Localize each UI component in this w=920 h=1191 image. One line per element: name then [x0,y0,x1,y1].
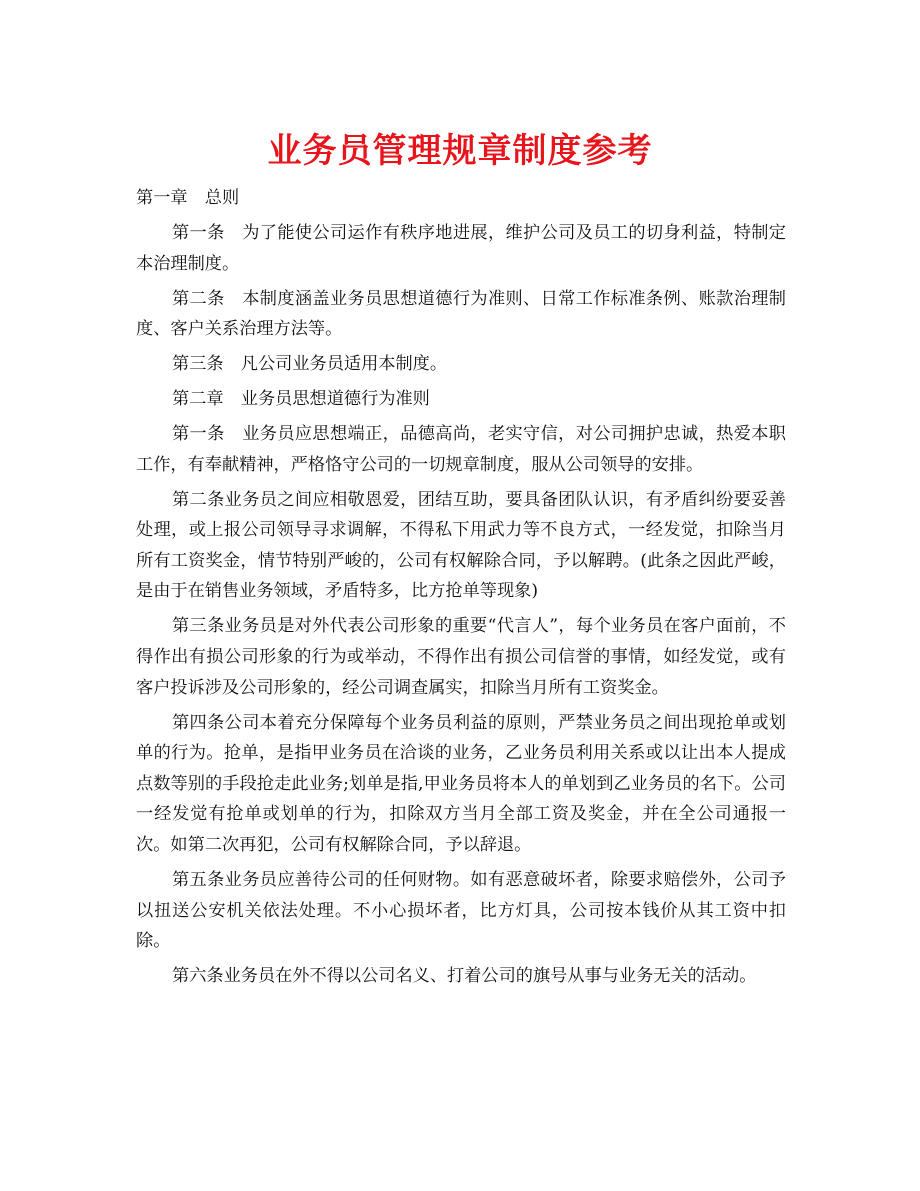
document-title: 业务员管理规章制度参考 [267,131,653,171]
article-paragraph: 第五条业务员应善待公司的任何财物。如有恶意破坏者，除要求赔偿外，公司予以扭送公安机关依法处理。不小心损坏者，比方灯具，公司按本钱价从其工资中扣除。 [136,869,786,952]
article-paragraph: 第三条 凡公司业务员适用本制度。 [172,354,448,375]
chapter-heading: 第二章 业务员思想道德行为准则 [172,389,430,410]
article-paragraph: 第二条 本制度涵盖业务员思想道德行为准则、日常工作标准条例、账款治理制度、客户关系治理方法等。 [136,288,786,340]
article-paragraph: 第三条业务员是对外代表公司形象的重要“代言人”，每个业务员在客户面前，不得作出有损公司形象的行为或举动，不得作出有损公司信誉的事情，如经发觉，或有客户投诉涉及公司形象的，经公司调查属实，扣除当月所有工资奖金。 [136,616,786,698]
article-paragraph: 第六条业务员在外不得以公司名义、打着公司的旗号从事与业务无关的活动。 [172,966,757,987]
article-paragraph: 第二条业务员之间应相敬恩爱，团结互助，要具备团队认识，有矛盾纠纷要妥善处理，或上报公司领导寻求调解，不得私下用武力等不良方式，一经发觉，扣除当月所有工资奖金，情节特别严峻的，公司有权解除合同，予以解聘。(此条之因此严峻，是由于在销售业务领域，矛盾特多，比方抢单等现象) [136,489,786,602]
article-paragraph: 第一条 为了能使公司运作有秩序地进展，维护公司及员工的切身利益，特制定本治理制度。 [136,222,786,274]
article-paragraph: 第四条公司本着充分保障每个业务员利益的原则，严禁业务员之间出现抢单或划单的行为。抢单，是指甲业务员在洽谈的业务，乙业务员利用关系或以让出本人提成点数等别的手段抢走此业务;划单是指,甲业务员将本人的单划到乙业务员的名下。公司一经发觉有抢单或划单的行为，扣除双方当月全部工资及奖金，并在全公司通报一次。如第二次再犯，公司有权解除合同，予以辞退。 [136,712,786,855]
chapter-heading: 第一章 总则 [136,188,240,208]
document-body [136,183,786,992]
article-paragraph: 第一条 业务员应思想端正，品德高尚，老实守信，对公司拥护忠诚，热爱本职工作，有奉献精神，严格恪守公司的一切规章制度，服从公司领导的安排。 [136,424,786,475]
